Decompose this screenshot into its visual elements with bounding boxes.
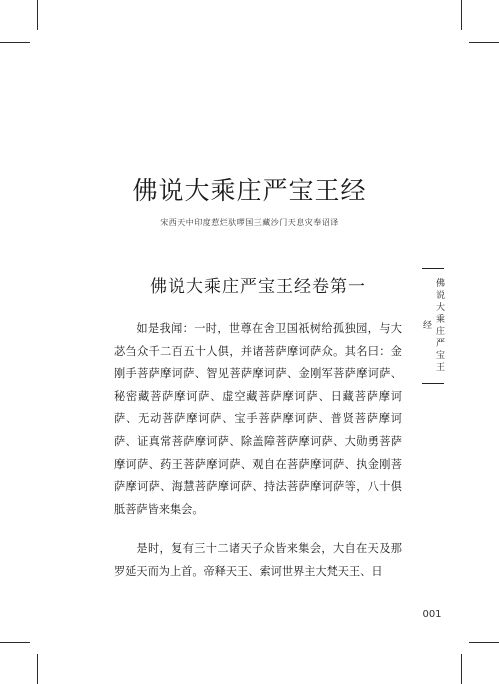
body-paragraph-2: 是时，复有三十二诸天子众皆来集会，大自在天及那罗延天而为上首。帝释天王、索诃世界主大梵天王、日 (114, 542, 402, 578)
running-head-text: 佛说大乘庄严宝王经 (421, 278, 444, 374)
crop-mark-bottom-right (461, 654, 462, 684)
crop-mark-right-bottom (469, 642, 499, 643)
crop-mark-top-left (37, 0, 38, 30)
crop-mark-left-bottom (0, 642, 30, 643)
running-head (421, 268, 445, 384)
translator-credit: 宋西天中印度惹烂驮啰国三藏沙门天息灾奉诏译 (160, 218, 339, 227)
crop-mark-bottom-left (37, 654, 38, 684)
crop-mark-right-top (469, 42, 499, 43)
running-head-bottom-rule (422, 383, 444, 384)
running-head-top-rule (422, 268, 444, 269)
crop-mark-left-top (0, 42, 30, 43)
chapter-title: 佛说大乘庄严宝王经卷第一 (150, 277, 366, 297)
page-number: 001 (422, 609, 442, 620)
book-title: 佛说大乘庄严宝王经 (132, 176, 367, 205)
body-paragraph-1: 如是我闻：一时，世尊在舍卫国祇树给孤独园，与大苾刍众千二百五十人俱，并诸菩萨摩诃萨众。其名曰：金刚手菩萨摩诃萨、智见菩萨摩诃萨、金刚军菩萨摩诃萨、秘密藏菩萨摩诃萨、虚空藏菩萨摩诃萨、日藏菩萨摩诃萨、无动菩萨摩诃萨、宝手菩萨摩诃萨、普贤菩萨摩诃萨、证真常菩萨摩诃萨、除盖障菩萨摩诃萨、大勋勇菩萨摩诃萨、药王菩萨摩诃萨、观自在菩萨摩诃萨、执金刚菩萨摩诃萨、海慧菩萨摩诃萨、持法菩萨摩诃萨等，八十俱胝菩萨皆来集会。 (114, 322, 402, 516)
crop-mark-top-right (461, 0, 462, 30)
